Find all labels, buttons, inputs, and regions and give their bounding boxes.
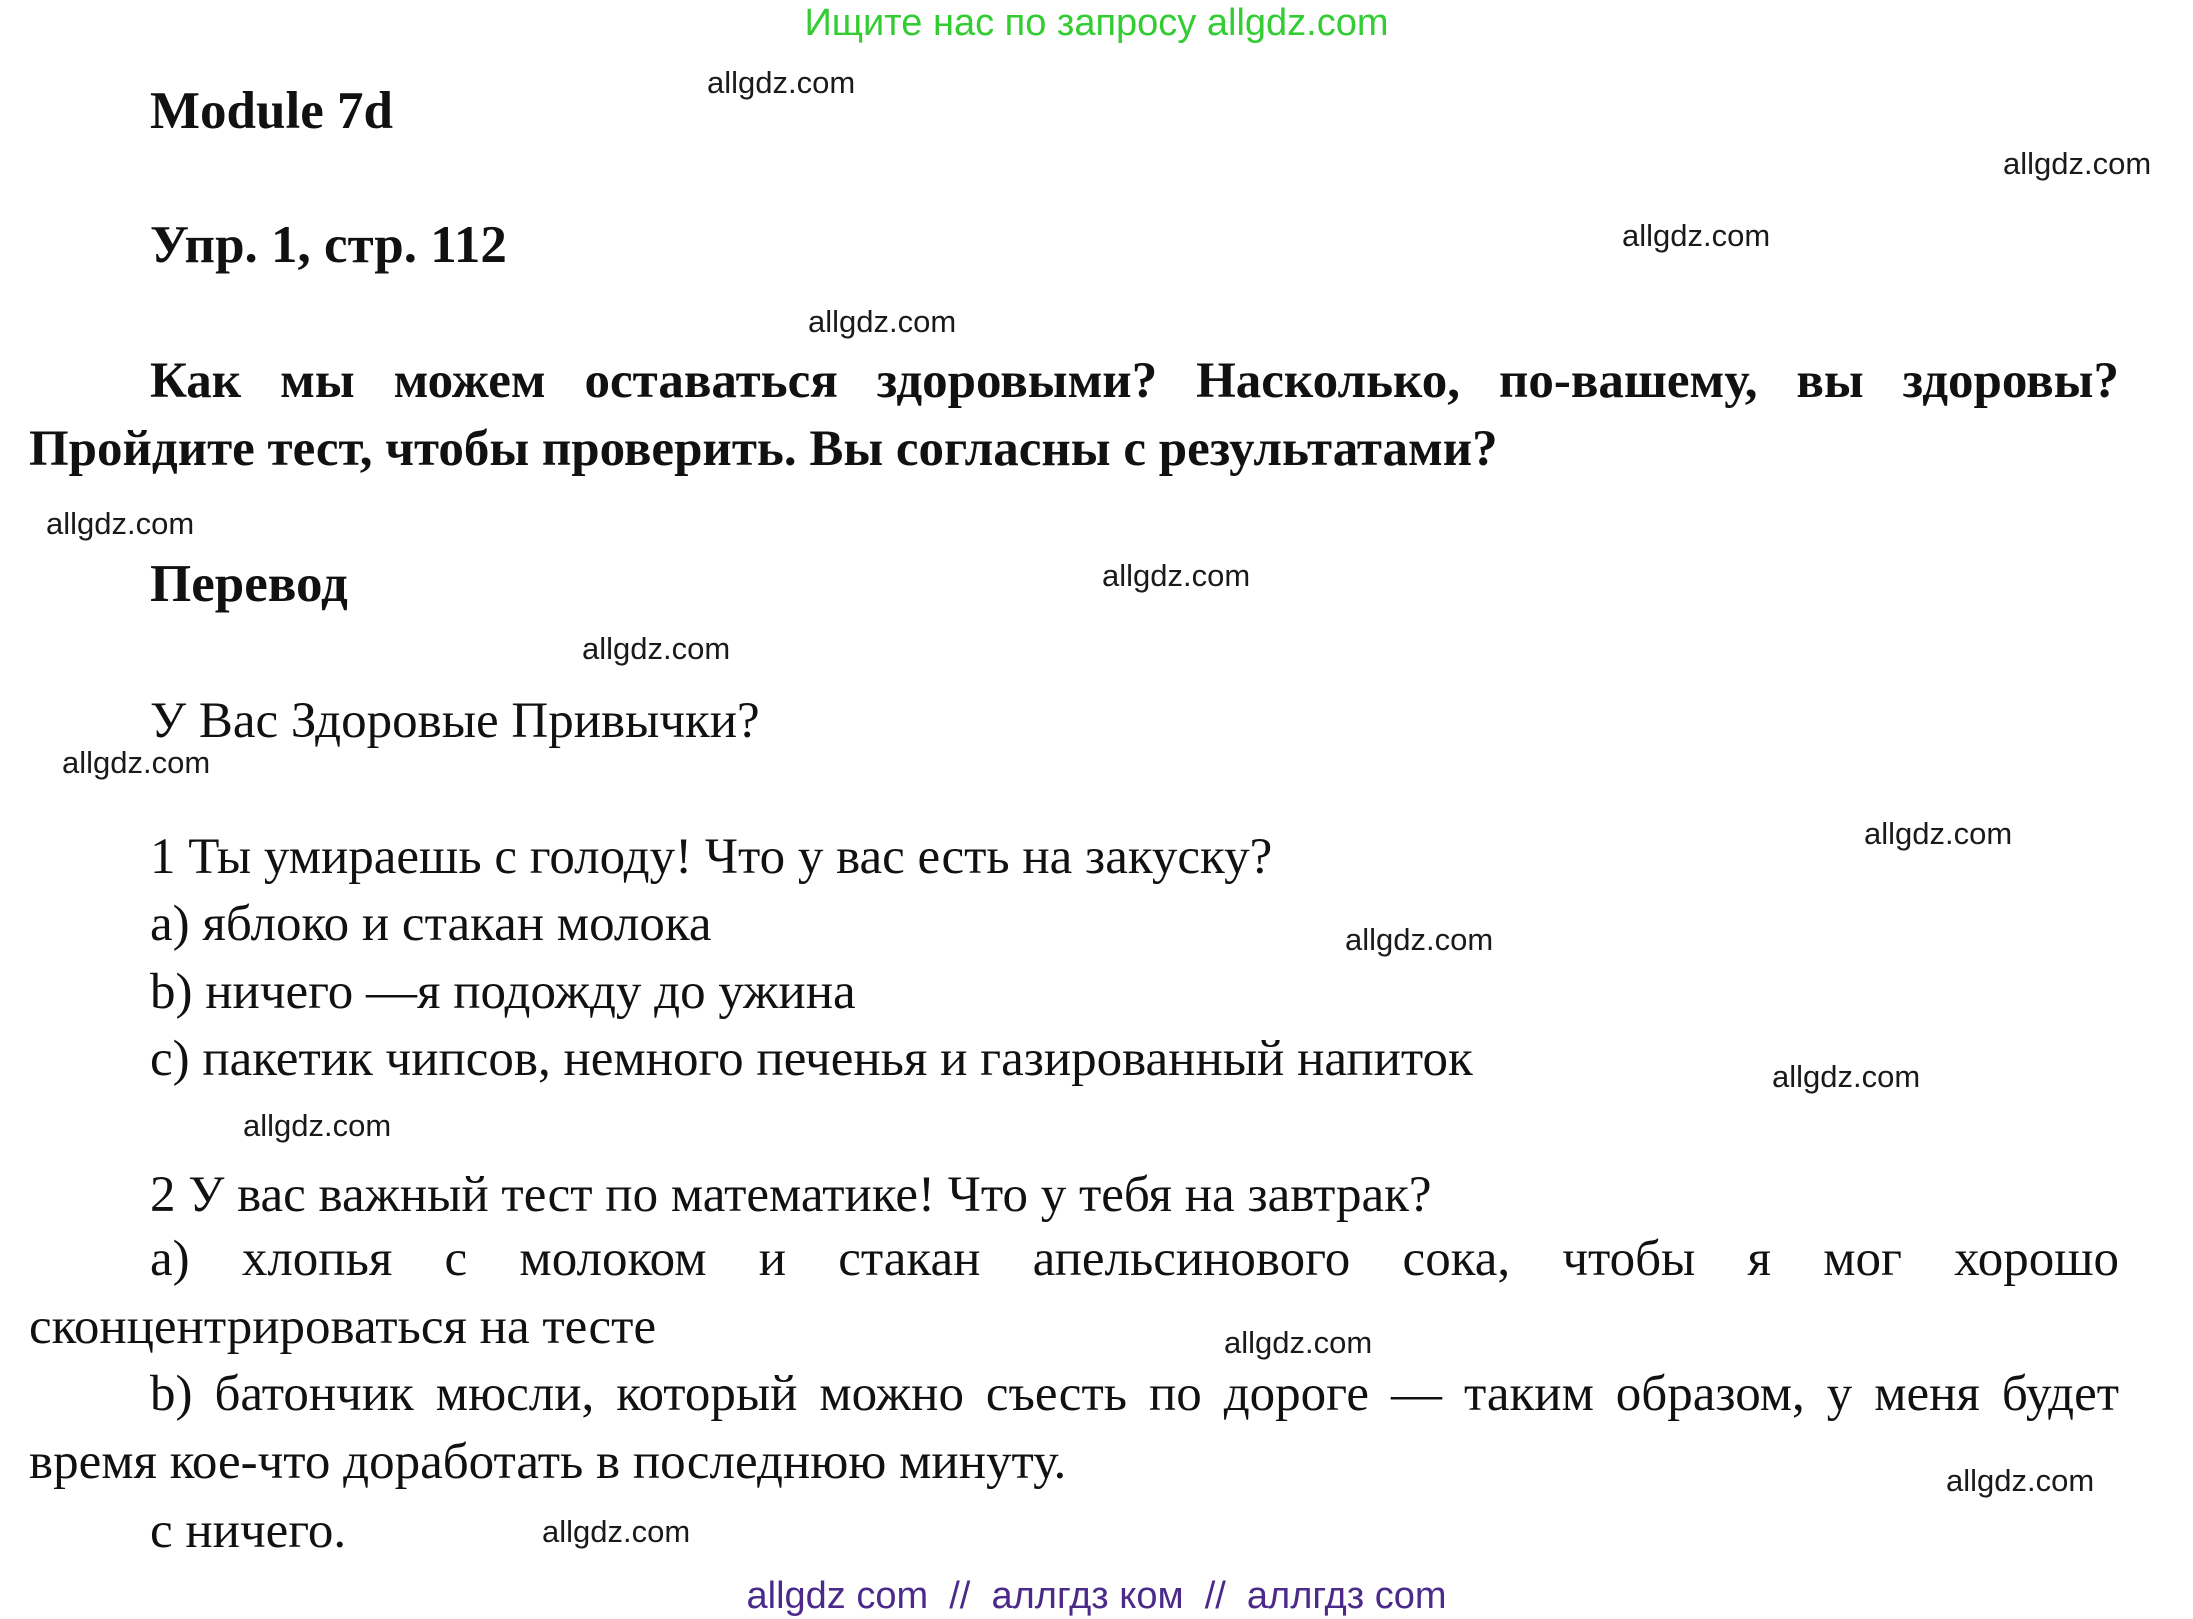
question-2-answer-c: с ничего. — [150, 1503, 347, 1559]
watermark: allgdz.com — [808, 304, 957, 339]
watermark: allgdz.com — [62, 745, 211, 780]
watermark: allgdz.com — [542, 1514, 691, 1549]
footer-links[interactable]: allgdz com // аллгдз ком // аллгдз com — [746, 1575, 1447, 1617]
watermark: allgdz.com — [1345, 922, 1494, 957]
question-2-answer-a: a) хлопья с молоком и стакан апельсинового сока, чтобы я мог хорошо сконцентрироваться на тесте — [29, 1231, 2119, 1355]
watermark: allgdz.com — [1772, 1059, 1921, 1094]
task-paragraph: Как мы можем оставаться здоровыми? Насколько, по-вашему, вы здоровы? Пройдите тест, чтобы проверить. Вы согласны с результатами? — [29, 353, 2119, 477]
watermark: allgdz.com — [582, 631, 731, 666]
question-2-answer-b: b) батончик мюсли, который можно съесть по дороге — таким образом, у меня будет время кое-что доработать в последнюю минуту. — [29, 1366, 2119, 1490]
watermark: allgdz.com — [1864, 816, 2013, 851]
question-2: 2 У вас важный тест по математике! Что у тебя на завтрак? — [150, 1167, 1432, 1223]
question-1-answer-a: a) яблоко и стакан молока — [150, 896, 712, 952]
question-1-answer-b: b) ничего —я подожду до ужина — [150, 964, 856, 1020]
watermark: allgdz.com — [46, 506, 195, 541]
translation-heading: Перевод — [150, 555, 348, 613]
quiz-title: У Вас Здоровые Привычки? — [150, 693, 760, 749]
watermark: allgdz.com — [1622, 218, 1771, 253]
question-1-answer-c: c) пакетик чипсов, немного печенья и газированный напиток — [150, 1031, 1473, 1087]
exercise-reference: Упр. 1, стр. 112 — [150, 216, 507, 274]
watermark: allgdz.com — [1946, 1463, 2095, 1498]
watermark: allgdz.com — [243, 1108, 392, 1143]
watermark: allgdz.com — [2003, 146, 2152, 181]
watermark: allgdz.com — [1224, 1325, 1373, 1360]
promo-banner[interactable]: Ищите нас по запросу allgdz.com — [804, 2, 1389, 44]
module-title: Module 7d — [150, 82, 393, 140]
watermark: allgdz.com — [707, 65, 856, 100]
question-1: 1 Ты умираешь с голоду! Что у вас есть на закуску? — [150, 829, 1273, 885]
watermark: allgdz.com — [1102, 558, 1251, 593]
